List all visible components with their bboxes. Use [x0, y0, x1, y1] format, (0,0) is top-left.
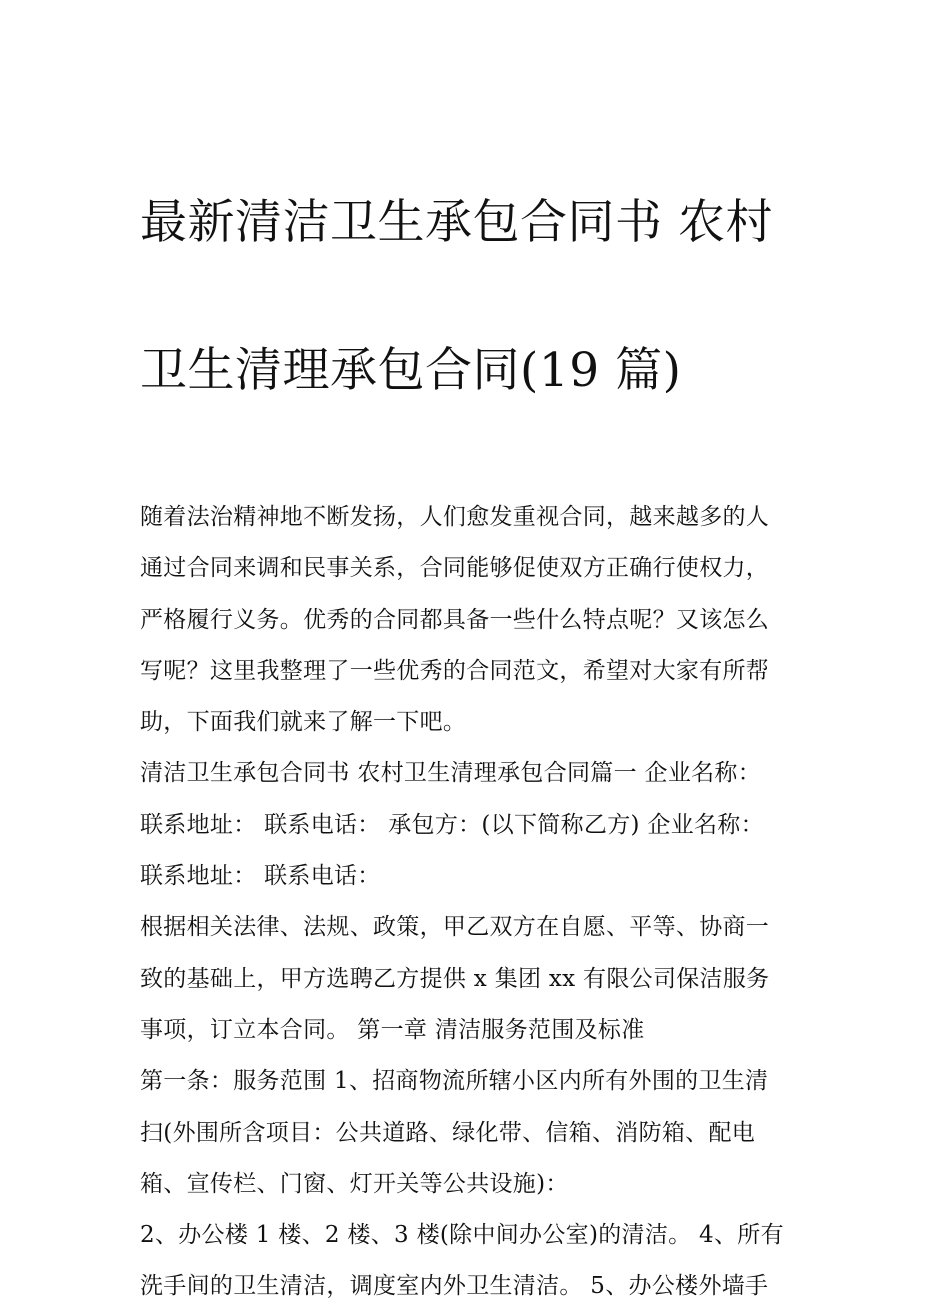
- text-line: 联系地址： 联系电话：: [140, 863, 381, 890]
- paragraph-service-scope: [140, 1056, 820, 1210]
- text-line: 随着法治精神地不断发扬，人们愈发重视合同，越来越多的人: [140, 504, 770, 530]
- paragraph-intro: [140, 492, 820, 748]
- document-title: [140, 112, 820, 482]
- text-line: 严格履行义务。优秀的合同都具备一些什么特点呢？又该怎么: [140, 606, 770, 633]
- text-line: 洗手间的卫生清洁，调度室内外卫生清洁。 5、办公楼外墙手: [140, 1273, 769, 1300]
- text-line: 联系地址： 联系电话： 承包方：(以下简称乙方) 企业名称：: [140, 811, 764, 838]
- document-page: [140, 112, 820, 1313]
- text-line: 箱、宣传栏、门窗、灯开关等公共设施)：: [140, 1170, 569, 1197]
- paragraph-parties: [140, 748, 820, 902]
- text-line: 助，下面我们就来了解一下吧。: [140, 709, 467, 736]
- text-line: 写呢？这里我整理了一些优秀的合同范文，希望对大家有所帮: [140, 657, 770, 684]
- text-line: 2、办公楼 1 楼、2 楼、3 楼(除中间办公室)的清洁。 4、所有: [140, 1222, 784, 1249]
- text-line: 事项，订立本合同。 第一章 清洁服务范围及标准: [140, 1016, 645, 1043]
- text-line: 根据相关法律、法规、政策，甲乙双方在自愿、平等、协商一: [140, 914, 770, 941]
- paragraph-basis: [140, 902, 820, 1056]
- title-line: 卫生清理承包合同(19 篇): [140, 343, 682, 398]
- text-line: 第一条：服务范围 1、招商物流所辖小区内所有外围的卫生清: [140, 1068, 769, 1095]
- title-line: 最新清洁卫生承包合同书 农村: [140, 195, 773, 250]
- text-line: 扫(外围所含项目：公共道路、绿化带、信箱、消防箱、配电: [140, 1119, 756, 1146]
- text-line: 通过合同来调和民事关系，合同能够促使双方正确行使权力，: [140, 555, 770, 582]
- text-line: 清洁卫生承包合同书 农村卫生清理承包合同篇一 企业名称：: [140, 760, 762, 787]
- text-line: 致的基础上，甲方选聘乙方提供 x 集团 xx 有限公司保洁服务: [140, 965, 770, 992]
- document-body: [140, 492, 820, 1313]
- paragraph-service-items: [140, 1210, 820, 1313]
